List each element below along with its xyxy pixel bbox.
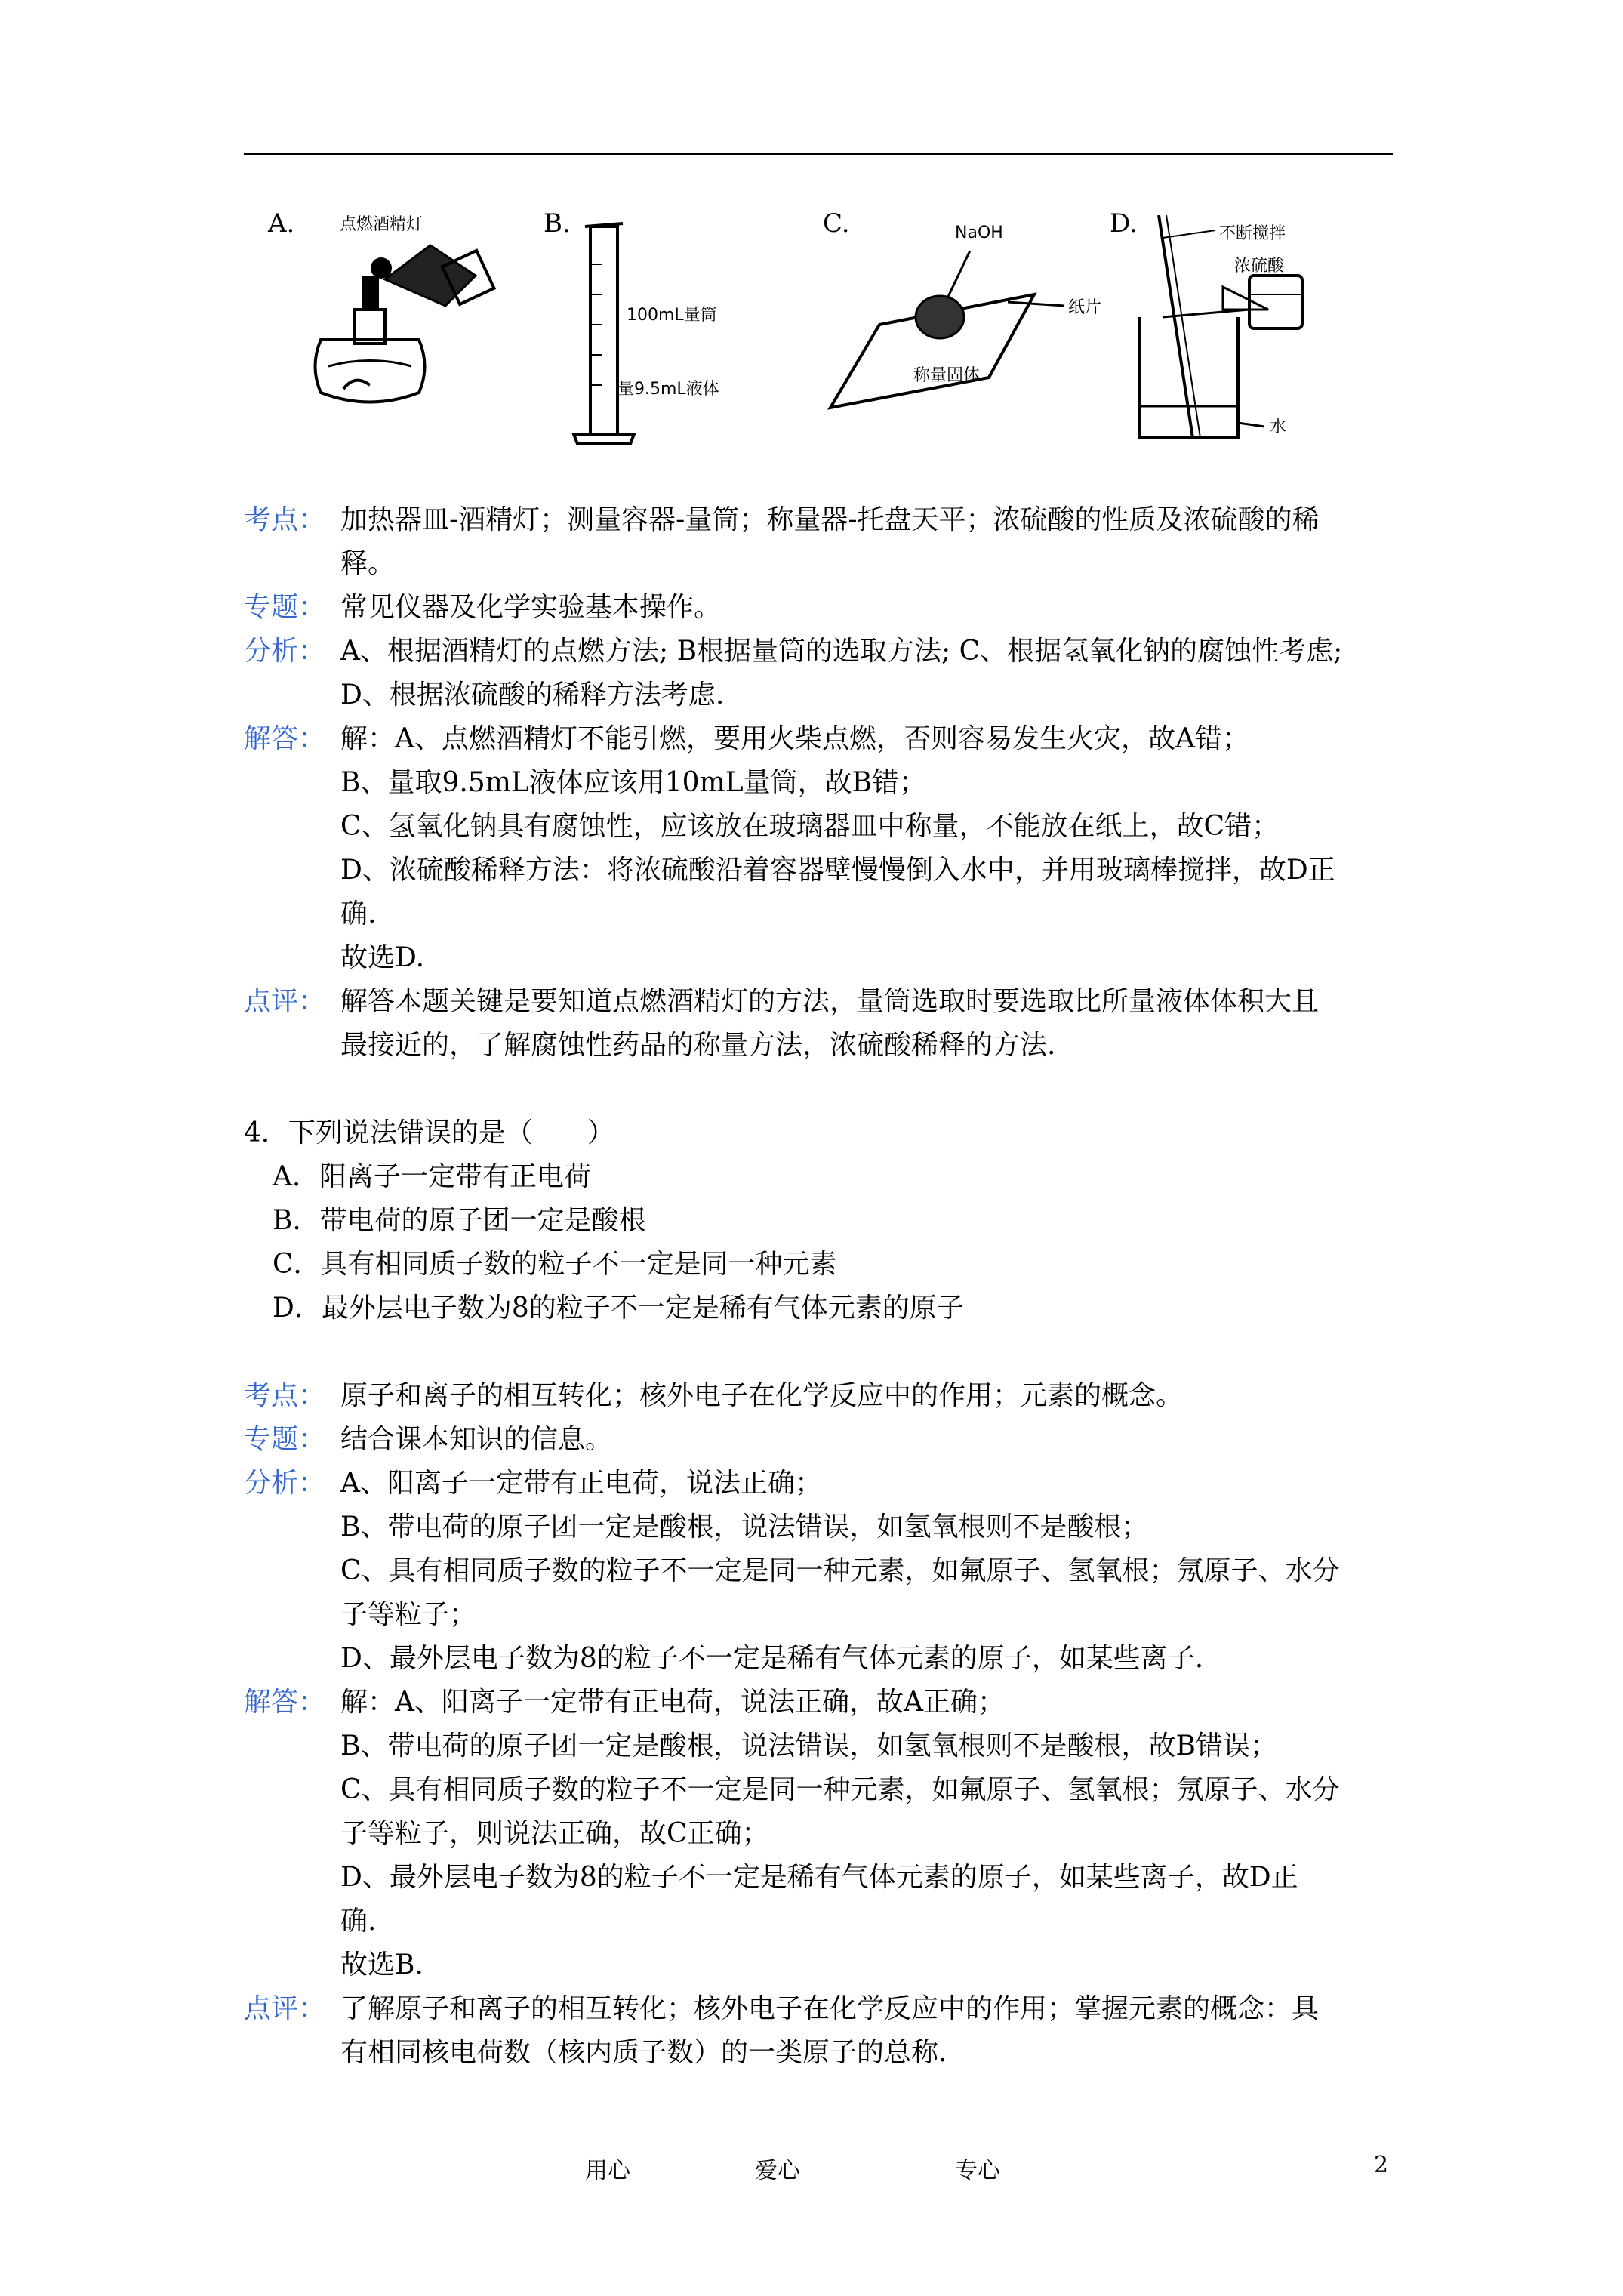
q4-jieda-label: 解答： xyxy=(244,1687,326,1718)
figure-c-letter: C. xyxy=(823,208,850,239)
text-line: B、带电荷的原子团一定是酸根，说法错误，如氢氧根则不是酸根； xyxy=(340,1512,1149,1542)
q3-kaodian xyxy=(244,498,1391,586)
figure-b-label-1: 100mL量筒 xyxy=(627,306,717,325)
text-line: 解：A、阳离子一定带有正电荷，说法正确，故A正确； xyxy=(340,1687,1005,1718)
text-line: D、最外层电子数为8的粒子不一定是稀有气体元素的原子，如某些离子，故D正 xyxy=(340,1862,1298,1893)
q4-fenxi-label: 分析： xyxy=(244,1468,326,1499)
q3-jieda-label: 解答： xyxy=(244,723,326,754)
q4-dianping xyxy=(244,1987,1391,2075)
text-line: 子等粒子，则说法正确，故C正确； xyxy=(340,1818,769,1849)
text-line: B、量取9.5mL液体应该用10mL量筒，故B错； xyxy=(340,767,927,798)
figure-b xyxy=(544,204,770,461)
figure-d xyxy=(1110,204,1389,461)
page-number: 2 xyxy=(1374,2152,1389,2178)
footer-right: 专心 xyxy=(955,2158,1000,2184)
q3-zhuanti-label: 专题： xyxy=(244,592,326,623)
q3-dianping-label: 点评： xyxy=(244,986,326,1017)
text-line: D、最外层电子数为8的粒子不一定是稀有气体元素的原子，如某些离子. xyxy=(340,1643,1204,1674)
text-line: 确. xyxy=(340,1906,377,1937)
text-line: D、浓硫酸稀释方法：将浓硫酸沿着容器壁慢慢倒入水中，并用玻璃棒搅拌，故D正 xyxy=(340,855,1335,886)
text-line: 解答本题关键是要知道点燃酒精灯的方法，量筒选取时要选取比所量液体体积大且 xyxy=(340,986,1320,1017)
header-rule xyxy=(244,153,1393,155)
text-line: 常见仪器及化学实验基本操作。 xyxy=(340,592,722,623)
document-body xyxy=(244,498,1391,2075)
text-line: 最接近的，了解腐蚀性药品的称量方法，浓硫酸稀释的方法. xyxy=(340,1030,1056,1061)
figure-a-letter: A. xyxy=(268,208,295,239)
q4-option-b: B．带电荷的原子团一定是酸根 xyxy=(273,1205,646,1236)
q4-kaodian xyxy=(244,1374,1391,1418)
text-line: C、具有相同质子数的粒子不一定是同一种元素，如氟原子、氢氧根；氖原子、水分 xyxy=(340,1774,1340,1805)
q4-jieda xyxy=(244,1681,1391,1987)
q3-fenxi-label: 分析： xyxy=(244,636,326,667)
figure-c-label-2: 纸片 xyxy=(1068,298,1102,317)
footer-middle: 爱心 xyxy=(755,2158,800,2184)
text-line: B、带电荷的原子团一定是酸根，说法错误，如氢氧根则不是酸根，故B错误； xyxy=(340,1730,1277,1761)
text-line: 有相同核电荷数（核内质子数）的一类原子的总称. xyxy=(340,2037,947,2068)
q3-kaodian-label: 考点： xyxy=(244,504,326,535)
figure-d-label-2: 浓硫酸 xyxy=(1234,257,1285,276)
q4-zhuanti xyxy=(244,1418,1391,1462)
q3-dianping xyxy=(244,980,1391,1068)
q4-option-c: C．具有相同质子数的粒子不一定是同一种元素 xyxy=(273,1249,837,1280)
figure-d-label-3: 水 xyxy=(1270,418,1287,436)
text-line: C、氢氧化钠具有腐蚀性，应该放在玻璃器皿中称量，不能放在纸上，故C错； xyxy=(340,811,1280,842)
text-line: 故选B. xyxy=(340,1949,423,1980)
text-line: D、根据浓硫酸的稀释方法考虑. xyxy=(340,680,725,710)
text-line: 解：A、点燃酒精灯不能引燃，要用火柴点燃，否则容易发生火灾，故A错； xyxy=(340,723,1249,754)
q4-option-d: D．最外层电子数为8的粒子不一定是稀有气体元素的原子 xyxy=(273,1293,964,1324)
graduated-cylinder-icon xyxy=(544,204,770,461)
figure-b-label-2: 量9.5mL液体 xyxy=(617,380,719,399)
q4-fenxi xyxy=(244,1462,1391,1681)
figure-c xyxy=(823,204,1102,461)
text-line: 确. xyxy=(340,898,377,929)
text-line: 原子和离子的相互转化；核外电子在化学反应中的作用；元素的概念。 xyxy=(340,1380,1184,1411)
q3-zhuanti xyxy=(244,586,1391,630)
beaker-dilution-icon xyxy=(1110,204,1389,461)
figure-a xyxy=(257,204,498,461)
figure-d-label-1: 不断搅拌 xyxy=(1219,224,1286,243)
text-line: 故选D. xyxy=(340,942,425,973)
weighing-paper-icon xyxy=(823,204,1072,461)
footer-left: 用心 xyxy=(585,2158,630,2184)
text-line: A、阳离子一定带有正电荷，说法正确； xyxy=(340,1468,822,1499)
text-line: 结合课本知识的信息。 xyxy=(340,1424,613,1455)
figure-row xyxy=(257,204,1389,461)
figure-b-letter: B. xyxy=(544,208,571,239)
q4-kaodian-label: 考点： xyxy=(244,1380,326,1411)
q4-stem: 4．下列说法错误的是（ ） xyxy=(244,1117,614,1148)
text-line: A、根据酒精灯的点燃方法; B根据量筒的选取方法; C、根据氢氧化钠的腐蚀性考虑; xyxy=(340,636,1343,667)
q4-dianping-label: 点评： xyxy=(244,1993,326,2024)
q3-jieda xyxy=(244,717,1391,980)
text-line: C、具有相同质子数的粒子不一定是同一种元素，如氟原子、氢氧根；氖原子、水分 xyxy=(340,1555,1340,1586)
figure-d-letter: D. xyxy=(1110,208,1138,239)
text-line: 释。 xyxy=(340,548,396,579)
q4-zhuanti-label: 专题： xyxy=(244,1424,326,1455)
figure-c-label-1: NaOH xyxy=(955,223,1003,242)
alcohol-lamp-icon xyxy=(257,204,498,445)
q3-fenxi xyxy=(244,630,1391,717)
text-line: 了解原子和离子的相互转化；核外电子在化学反应中的作用；掌握元素的概念：具 xyxy=(340,1993,1320,2024)
figure-c-label-3: 称量固体 xyxy=(913,366,981,385)
figure-a-label: 点燃酒精灯 xyxy=(340,215,423,234)
text-line: 加热器皿-酒精灯；测量容器-量筒；称量器-托盘天平；浓硫酸的性质及浓硫酸的稀 xyxy=(340,504,1320,535)
q4-option-a: A．阳离子一定带有正电荷 xyxy=(273,1161,591,1192)
text-line: 子等粒子； xyxy=(340,1599,477,1630)
